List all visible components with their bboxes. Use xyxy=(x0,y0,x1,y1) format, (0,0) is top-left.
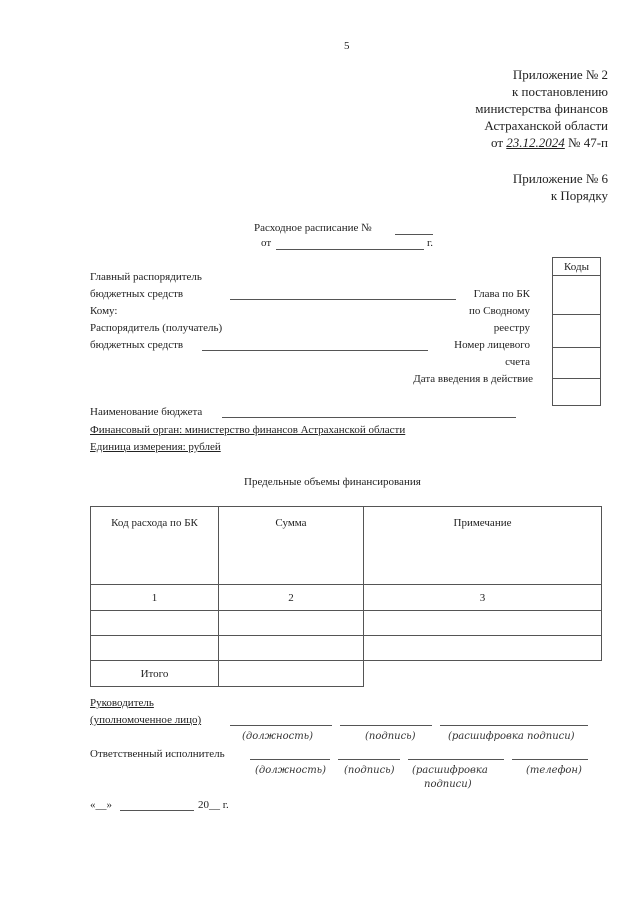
table-row xyxy=(91,611,602,636)
main-manager-label-1: Главный распорядитель xyxy=(90,271,202,283)
unit-of-measure: Единица измерения: рублей xyxy=(90,441,221,453)
head-caption-decoding: (расшифровка подписи) xyxy=(448,731,575,742)
appendix-line-4: Астраханской области xyxy=(484,118,608,133)
head-decoding-line xyxy=(440,725,588,726)
budget-name-label: Наименование бюджета xyxy=(90,406,203,418)
table-cell xyxy=(364,611,602,636)
table-title: Предельные объемы финансирования xyxy=(244,476,421,488)
table-header-row xyxy=(91,507,602,585)
table-cell xyxy=(364,636,602,661)
to-label: Кому: xyxy=(90,305,118,317)
main-manager-label-2: бюджетных средств xyxy=(90,288,184,300)
appendix-line-1: Приложение № 2 xyxy=(512,67,608,82)
appendix-order xyxy=(513,170,608,204)
account-label-2: счета xyxy=(505,356,530,368)
manager-underline xyxy=(202,350,428,351)
table-cell xyxy=(219,611,364,636)
date-month-line xyxy=(120,810,194,811)
head-caption-position: (должность) xyxy=(242,731,314,742)
title-number-underline xyxy=(395,234,433,235)
appendix-order-line-2: к Порядку xyxy=(550,188,608,203)
head-caption-signature: (подпись) xyxy=(365,731,416,742)
main-manager-underline xyxy=(230,299,456,300)
date-prefix: от xyxy=(491,135,504,150)
executor-caption-position: (должность) xyxy=(255,765,327,776)
appendix-line-3: министерства финансов xyxy=(475,101,608,116)
code-cell-head-bk xyxy=(553,276,601,315)
executor-caption-signature: (подпись) xyxy=(344,765,395,776)
manager-label-2: бюджетных средств xyxy=(90,339,184,351)
effective-date-label: Дата введения в действие xyxy=(413,373,533,385)
table-number-row xyxy=(91,585,602,611)
header-expense-code: Код расхода по БК xyxy=(91,507,219,585)
header-sum: Сумма xyxy=(219,507,364,585)
doc-number: № 47-п xyxy=(568,135,608,150)
executor-phone-line xyxy=(512,759,588,760)
budget-name-underline xyxy=(222,417,516,418)
table-cell xyxy=(91,611,219,636)
table-cell xyxy=(219,636,364,661)
code-cell-account xyxy=(553,348,601,379)
table-row xyxy=(91,636,602,661)
column-number-1: 1 xyxy=(91,585,219,611)
executor-caption-decoding-1: (расшифровка xyxy=(412,765,488,776)
code-cell-effective-date xyxy=(553,379,601,406)
financing-table xyxy=(90,506,602,687)
column-number-3: 3 xyxy=(364,585,602,611)
manager-label-1: Распорядитель (получатель) xyxy=(90,322,223,334)
head-position-line xyxy=(230,725,332,726)
column-number-2: 2 xyxy=(219,585,364,611)
codes-header: Коды xyxy=(553,258,601,276)
executor-position-line xyxy=(250,759,330,760)
executor-signature-line xyxy=(338,759,400,760)
head-signature-line xyxy=(340,725,432,726)
consolidated-label-2: реестру xyxy=(493,322,530,334)
appendix-order-line-1: Приложение № 6 xyxy=(512,171,608,186)
title-line-2-prefix: от xyxy=(261,237,272,249)
table-cell xyxy=(91,636,219,661)
total-note-cell xyxy=(364,661,602,687)
appendix-line-2: к постановлению xyxy=(511,84,608,99)
account-label-1: Номер лицевого xyxy=(454,339,530,351)
total-label: Итого xyxy=(91,661,219,687)
handwritten-date: 23.12.2024 xyxy=(506,135,565,150)
header-note: Примечание xyxy=(364,507,602,585)
head-bk-label: Глава по БК xyxy=(473,288,530,300)
appendix-header xyxy=(475,66,608,151)
executor-decoding-line xyxy=(408,759,504,760)
head-label-1: Руководитель xyxy=(90,697,154,709)
date-year: 20__ г. xyxy=(198,799,229,811)
codes-table xyxy=(552,257,601,406)
appendix-line-5 xyxy=(475,134,608,151)
title-line-1: Расходное расписание № xyxy=(254,222,372,234)
head-label-2: (уполномоченное лицо) xyxy=(90,714,202,726)
executor-label: Ответственный исполнитель xyxy=(90,748,225,760)
executor-caption-phone: (телефон) xyxy=(526,765,582,776)
title-line-2-suffix: г. xyxy=(427,237,434,249)
date-quote: «__» xyxy=(90,799,112,811)
financial-body: Финансовый орган: министерство финансов Астраханской области xyxy=(90,424,406,436)
page-number: 5 xyxy=(344,40,350,52)
table-total-row xyxy=(91,661,602,687)
consolidated-label-1: по Сводному xyxy=(468,305,530,317)
code-cell-consolidated xyxy=(553,315,601,348)
title-date-underline xyxy=(276,249,424,250)
executor-caption-decoding-2: подписи) xyxy=(424,779,472,790)
total-sum-cell xyxy=(219,661,364,687)
